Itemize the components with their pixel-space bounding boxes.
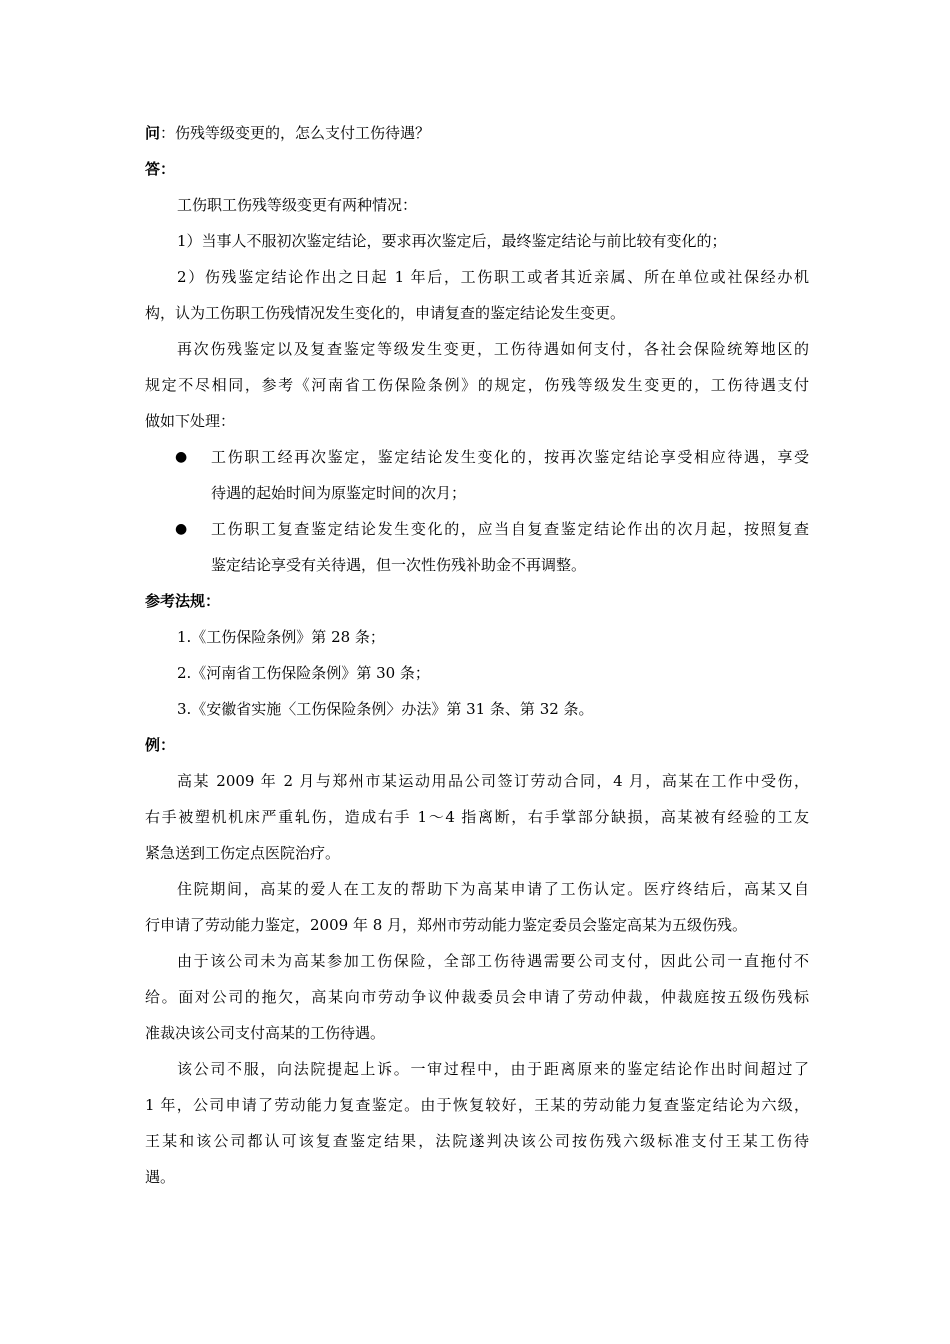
example-p2-line: 住院期间，高某的爱人在工友的帮助下为高某申请了工伤认定。医疗终结后，高某又自	[177, 880, 809, 898]
question-label: 问	[145, 124, 161, 142]
example-p2-line: 行申请了劳动能力鉴定，2009 年 8 月，郑州市劳动能力鉴定委员会鉴定高某为五级伤残。	[145, 916, 748, 934]
answer-label: 答：	[145, 160, 176, 178]
example-p3-line: 准裁决该公司支付高某的工伤待遇。	[145, 1024, 386, 1042]
example-p3-line: 由于该公司未为高某参加工伤保险，全部工伤待遇需要公司支付，因此公司一直拖付不	[177, 952, 809, 970]
example-p4-line: 王某和该公司都认可该复查鉴定结果，法院遂判决该公司按伤残六级标准支付王某工伤待	[145, 1132, 809, 1150]
example-p4-line: 1 年，公司申请了劳动能力复查鉴定。由于恢复较好，王某的劳动能力复查鉴定结论为六级，	[145, 1096, 809, 1114]
question-line	[145, 115, 809, 151]
question-text: ：伤残等级变更的，怎么支付工伤待遇？	[160, 124, 431, 142]
bullet-text-line-2: 鉴定结论享受有关待遇，但一次性伤残补助金不再调整。	[211, 556, 587, 574]
reference-item: 2.《河南省工伤保险条例》第 30 条；	[177, 664, 430, 682]
example-p3-line: 给。面对公司的拖欠，高某向市劳动争议仲裁委员会申请了劳动仲裁，仲裁庭按五级伤残标	[145, 988, 809, 1006]
answer-paragraph-line: 规定不尽相同，参考《河南省工伤保险条例》的规定，伤残等级发生变更的，工伤待遇支付	[145, 376, 809, 394]
example-label: 例：	[145, 736, 176, 754]
answer-case-2-line-1: 2）伤残鉴定结论作出之日起 1 年后，工伤职工或者其近亲属、所在单位或社保经办机	[177, 268, 809, 286]
document-body	[145, 115, 809, 1195]
bullet-text-line-1: 工伤职工复查鉴定结论发生变化的，应当自复查鉴定结论作出的次月起，按照复查	[211, 520, 809, 538]
bullet-item	[145, 439, 809, 475]
answer-case-2-line-2: 构，认为工伤职工伤残情况发生变化的，申请复查的鉴定结论发生变更。	[145, 304, 626, 322]
example-p4-line: 该公司不服，向法院提起上诉。一审过程中，由于距离原来的鉴定结论作出时间超过了	[177, 1060, 809, 1078]
bullet-icon: ●	[175, 521, 188, 537]
reference-item: 1.《工伤保险条例》第 28 条；	[177, 628, 385, 646]
answer-paragraph-line: 做如下处理：	[145, 412, 236, 430]
references-label: 参考法规：	[145, 592, 221, 610]
answer-intro: 工伤职工伤残等级变更有两种情况：	[177, 196, 418, 214]
answer-case-1: 1）当事人不服初次鉴定结论，要求再次鉴定后，最终鉴定结论与前比较有变化的；	[177, 232, 727, 250]
bullet-text-line-1: 工伤职工经再次鉴定，鉴定结论发生变化的，按再次鉴定结论享受相应待遇，享受	[211, 448, 809, 466]
answer-paragraph-line: 再次伤残鉴定以及复查鉴定等级发生变更，工伤待遇如何支付，各社会保险统筹地区的	[177, 340, 809, 358]
bullet-text-line-2: 待遇的起始时间为原鉴定时间的次月；	[211, 484, 467, 502]
example-p1-line: 紧急送到工伤定点医院治疗。	[145, 844, 341, 862]
example-p4-line: 遇。	[145, 1168, 176, 1186]
reference-item: 3.《安徽省实施〈工伤保险条例〉办法》第 31 条、第 32 条。	[177, 700, 594, 718]
example-p1-line: 右手被塑机机床严重轧伤，造成右手 1～4 指离断，右手掌部分缺损，高某被有经验的工友	[145, 808, 809, 826]
bullet-item	[145, 511, 809, 547]
bullet-icon: ●	[175, 449, 188, 465]
example-p1-line: 高某 2009 年 2 月与郑州市某运动用品公司签订劳动合同，4 月，高某在工作中受伤，	[177, 772, 809, 790]
